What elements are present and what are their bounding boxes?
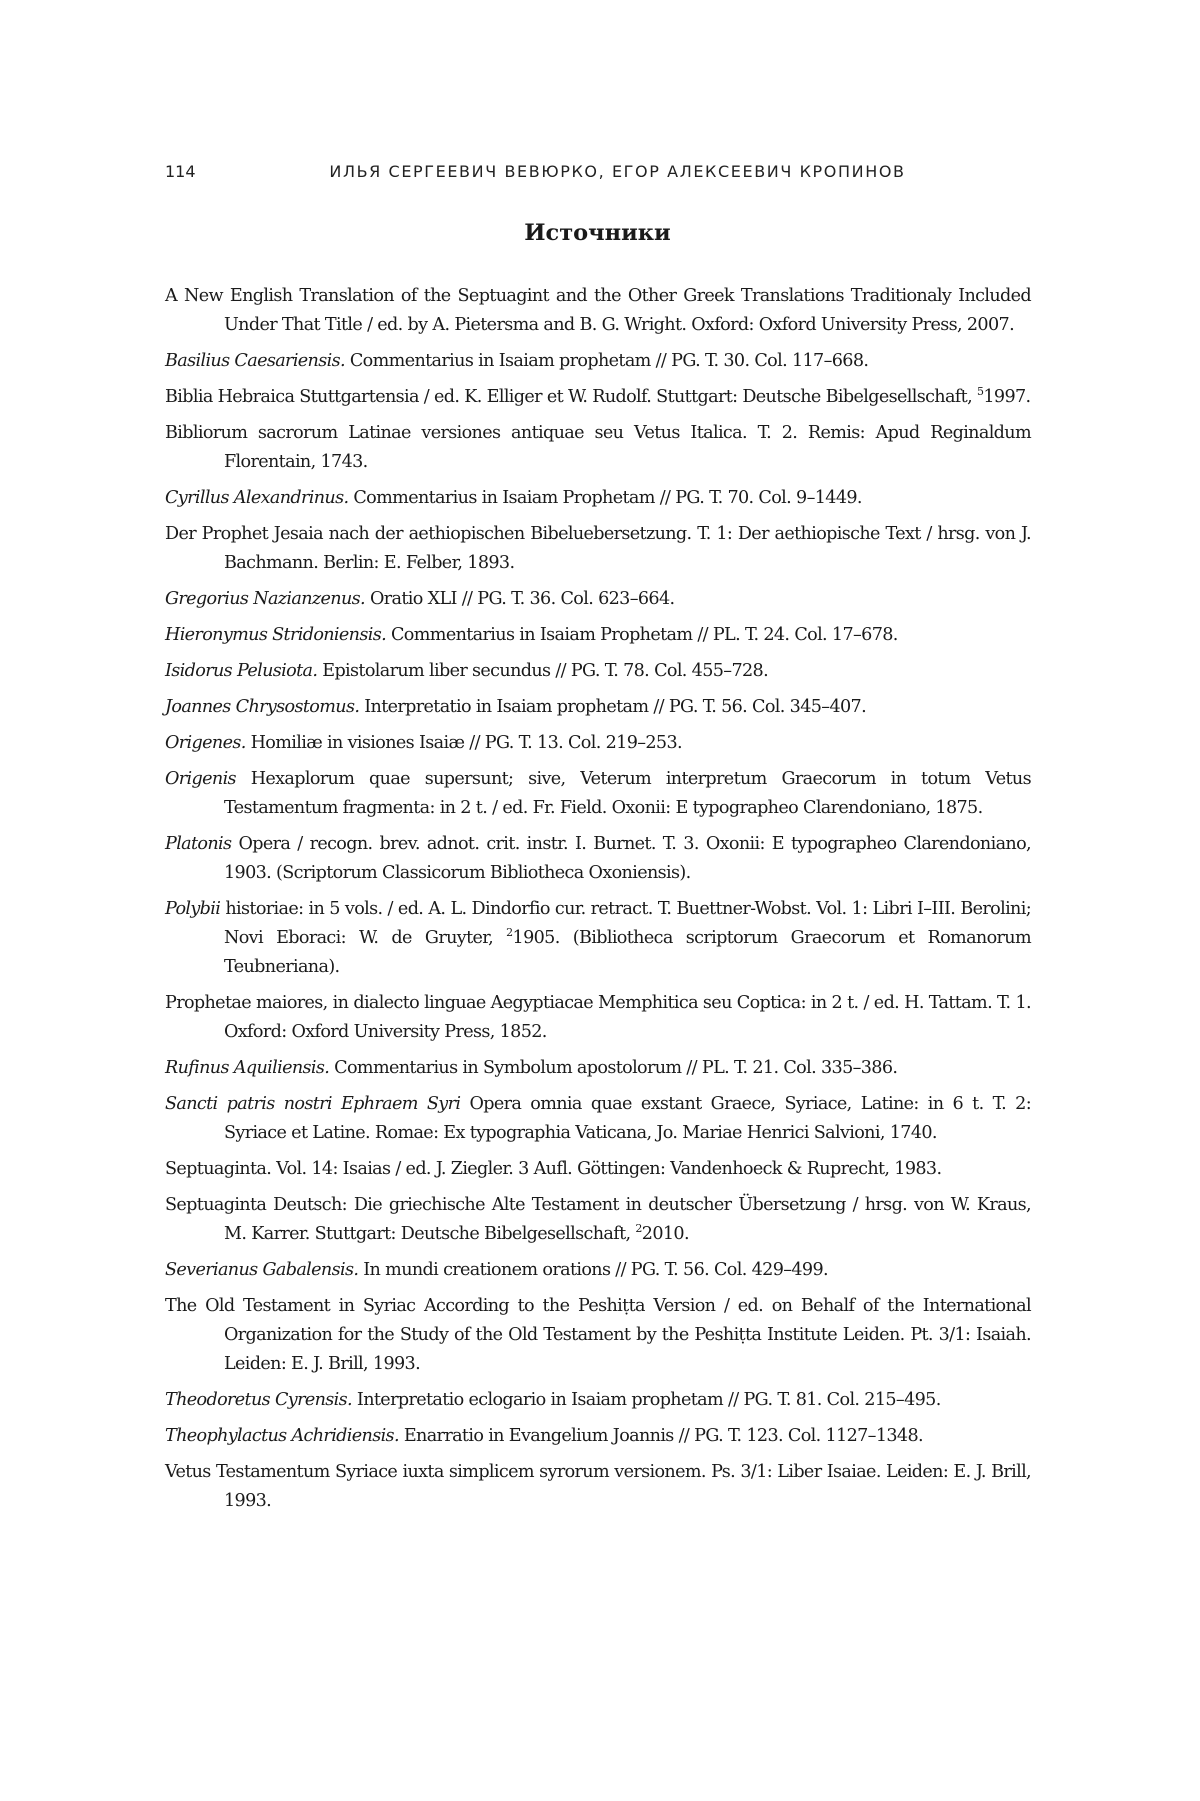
entry-text: Commentarius in Isaiam Prophetam // PL. T. 24. Col. 17–678. xyxy=(391,625,898,645)
entry-author: Platonis xyxy=(165,834,232,854)
edition-superscript: 2 xyxy=(635,1222,642,1235)
entry-author: Hieronymus Stridoniensis. xyxy=(165,625,387,645)
entry-text: In mundi creationem orations // PG. T. 56. Col. 429–499. xyxy=(363,1260,828,1280)
bibliography-entry xyxy=(165,347,1031,376)
entry-text: Septuaginta Deutsch: Die griechische Alte Testament in deutscher Übersetzung / hrsg. von W. Kraus, M. Karrer. Stuttgart: Deutsche Bibelgesellschaft, xyxy=(165,1195,1031,1244)
entry-author: Isidorus Pelusiota. xyxy=(165,661,318,681)
entry-text-tail: 1997. xyxy=(983,387,1031,407)
entry-text: Prophetae maiores, in dialecto linguae Aegyptiacae Memphitica seu Coptica: in 2 t. / ed. H. Tattam. T. 1. Oxford: Oxford University Press, 1852. xyxy=(165,993,1031,1042)
bibliography-entry xyxy=(165,282,1031,340)
entry-author: Theodoretus Cyrensis. xyxy=(165,1390,352,1410)
bibliography-entry xyxy=(165,830,1031,888)
entry-text: Septuaginta. Vol. 14: Isaias / ed. J. Ziegler. 3 Aufl. Göttingen: Vandenhoeck & Ruprecht, 1983. xyxy=(165,1159,942,1179)
entry-text: Homiliæ in visiones Isaiæ // PG. T. 13. Col. 219–253. xyxy=(250,733,682,753)
entry-text: Commentarius in Isaiam prophetam // PG. T. 30. Col. 117–668. xyxy=(349,351,869,371)
entry-text: Commentarius in Symbolum apostolorum // PL. T. 21. Col. 335–386. xyxy=(334,1058,898,1078)
bibliography-entry xyxy=(165,895,1031,982)
bibliography-entry xyxy=(165,1386,1031,1415)
bibliography-entry xyxy=(165,484,1031,513)
edition-superscript: 5 xyxy=(977,385,984,398)
bibliography-entry xyxy=(165,693,1031,722)
entry-text: Interpretatio in Isaiam prophetam // PG. T. 56. Col. 345–407. xyxy=(364,697,867,717)
bibliography-entry xyxy=(165,585,1031,614)
entry-text: Oratio XLI // PG. T. 36. Col. 623–664. xyxy=(369,589,675,609)
running-head-authors: ИЛЬЯ СЕРГЕЕВИЧ ВЕВЮРКО, ЕГОР АЛЕКСЕЕВИЧ КРОПИНОВ xyxy=(329,162,906,181)
bibliography-entry xyxy=(165,1458,1031,1516)
bibliography-entry xyxy=(165,419,1031,477)
bibliography-entry xyxy=(165,657,1031,686)
bibliography-entry xyxy=(165,765,1031,823)
bibliography-entry xyxy=(165,1256,1031,1285)
entry-text-tail: 1905. (Bibliotheca scriptorum Graecorum et Romanorum Teubneriana). xyxy=(224,928,1032,977)
entry-author: Theophylactus Achridiensis. xyxy=(165,1426,399,1446)
entry-author: Cyrillus Alexandrinus. xyxy=(165,488,349,508)
entry-author: Basilius Caesariensis. xyxy=(165,351,345,371)
entry-author: Polybii xyxy=(165,899,221,919)
entry-author: Rufinus Aquiliensis. xyxy=(165,1058,330,1078)
entry-text: Biblia Hebraica Stuttgartensia / ed. K. Elliger et W. Rudolf. Stuttgart: Deutsche Bibelgesellschaft, xyxy=(165,387,973,407)
bibliography-entry xyxy=(165,1292,1031,1379)
entry-author: Origenes. xyxy=(165,733,246,753)
entry-text: The Old Testament in Syriac According to the Peshiṭta Version / ed. on Behalf of the International Organization for the Study of the Old Testament by the Peshiṭta Institute Leiden. Pt. 3/1: Isaiah. Leiden: E. J. Brill, 1993. xyxy=(165,1296,1031,1374)
bibliography-entry xyxy=(165,383,1031,412)
bibliography-entry xyxy=(165,1422,1031,1451)
entry-author: Severianus Gabalensis. xyxy=(165,1260,359,1280)
entry-text: Bibliorum sacrorum Latinae versiones antiquae seu Vetus Italica. T. 2. Remis: Apud Reginaldum Florentain, 1743. xyxy=(165,423,1031,472)
entry-author: Origenis xyxy=(165,769,236,789)
entry-author: Sancti patris nostri Ephraem Syri xyxy=(165,1094,461,1114)
section-heading: Источники xyxy=(524,220,671,246)
entry-text: Der Prophet Jesaia nach der aethiopischen Bibeluebersetzung. T. 1: Der aethiopische Text / hrsg. von J. Bachmann. Berlin: E. Felber, 1893. xyxy=(165,524,1031,573)
entry-author: Joannes Chrysostomus. xyxy=(165,697,360,717)
entry-text: Epistolarum liber secundus // PG. T. 78. Col. 455–728. xyxy=(322,661,769,681)
entry-text: Opera / recogn. brev. adnot. crit. instr. I. Burnet. T. 3. Oxonii: E typographeo Clarendoniano, 1903. (Scriptorum Classicorum Bibliotheca Oxoniensis). xyxy=(224,834,1031,883)
bibliography-entry xyxy=(165,520,1031,578)
bibliography-entry xyxy=(165,1054,1031,1083)
entry-text: Interpretatio eclogario in Isaiam prophetam // PG. T. 81. Col. 215–495. xyxy=(356,1390,941,1410)
bibliography-entry xyxy=(165,1090,1031,1148)
bibliography-list xyxy=(165,282,1031,1523)
entry-text: Opera omnia quae exstant Graece, Syriace, Latine: in 6 t. T. 2: Syriace et Latine. Romae: Ex typographia Vaticana, Jo. Mariae Henrici Salvioni, 1740. xyxy=(224,1094,1031,1143)
bibliography-entry xyxy=(165,1155,1031,1184)
page-number: 114 xyxy=(165,162,196,181)
entry-text: Enarratio in Evangelium Joannis // PG. T. 123. Col. 1127–1348. xyxy=(403,1426,923,1446)
entry-text: Hexaplorum quae supersunt; sive, Veterum interpretum Graecorum in totum Vetus Testamentum fragmenta: in 2 t. / ed. Fr. Field. Oxonii: E typographeo Clarendoniano, 1875. xyxy=(224,769,1031,818)
entry-text: A New English Translation of the Septuagint and the Other Greek Translations Traditionaly Included Under That Title / ed. by A. Pietersma and B. G. Wright. Oxford: Oxford University Press, 2007. xyxy=(165,286,1031,335)
bibliography-entry xyxy=(165,621,1031,650)
bibliography-entry xyxy=(165,1191,1031,1249)
edition-superscript: 2 xyxy=(506,926,513,939)
entry-text: Vetus Testamentum Syriace iuxta simplicem syrorum versionem. Ps. 3/1: Liber Isaiae. Leiden: E. J. Brill, 1993. xyxy=(165,1462,1031,1511)
entry-text: historiae: in 5 vols. / ed. A. L. Dindorfio cur. retract. T. Buettner-Wobst. Vol. 1: Libri I–III. Berolini; Novi Eboraci: W. de Gruyter, xyxy=(224,899,1031,948)
bibliography-entry xyxy=(165,729,1031,758)
entry-text-tail: 2010. xyxy=(641,1224,689,1244)
bibliography-entry xyxy=(165,989,1031,1047)
running-head xyxy=(165,162,1030,186)
entry-author: Gregorius Nazianzenus. xyxy=(165,589,365,609)
entry-text: Commentarius in Isaiam Prophetam // PG. T. 70. Col. 9–1449. xyxy=(353,488,862,508)
